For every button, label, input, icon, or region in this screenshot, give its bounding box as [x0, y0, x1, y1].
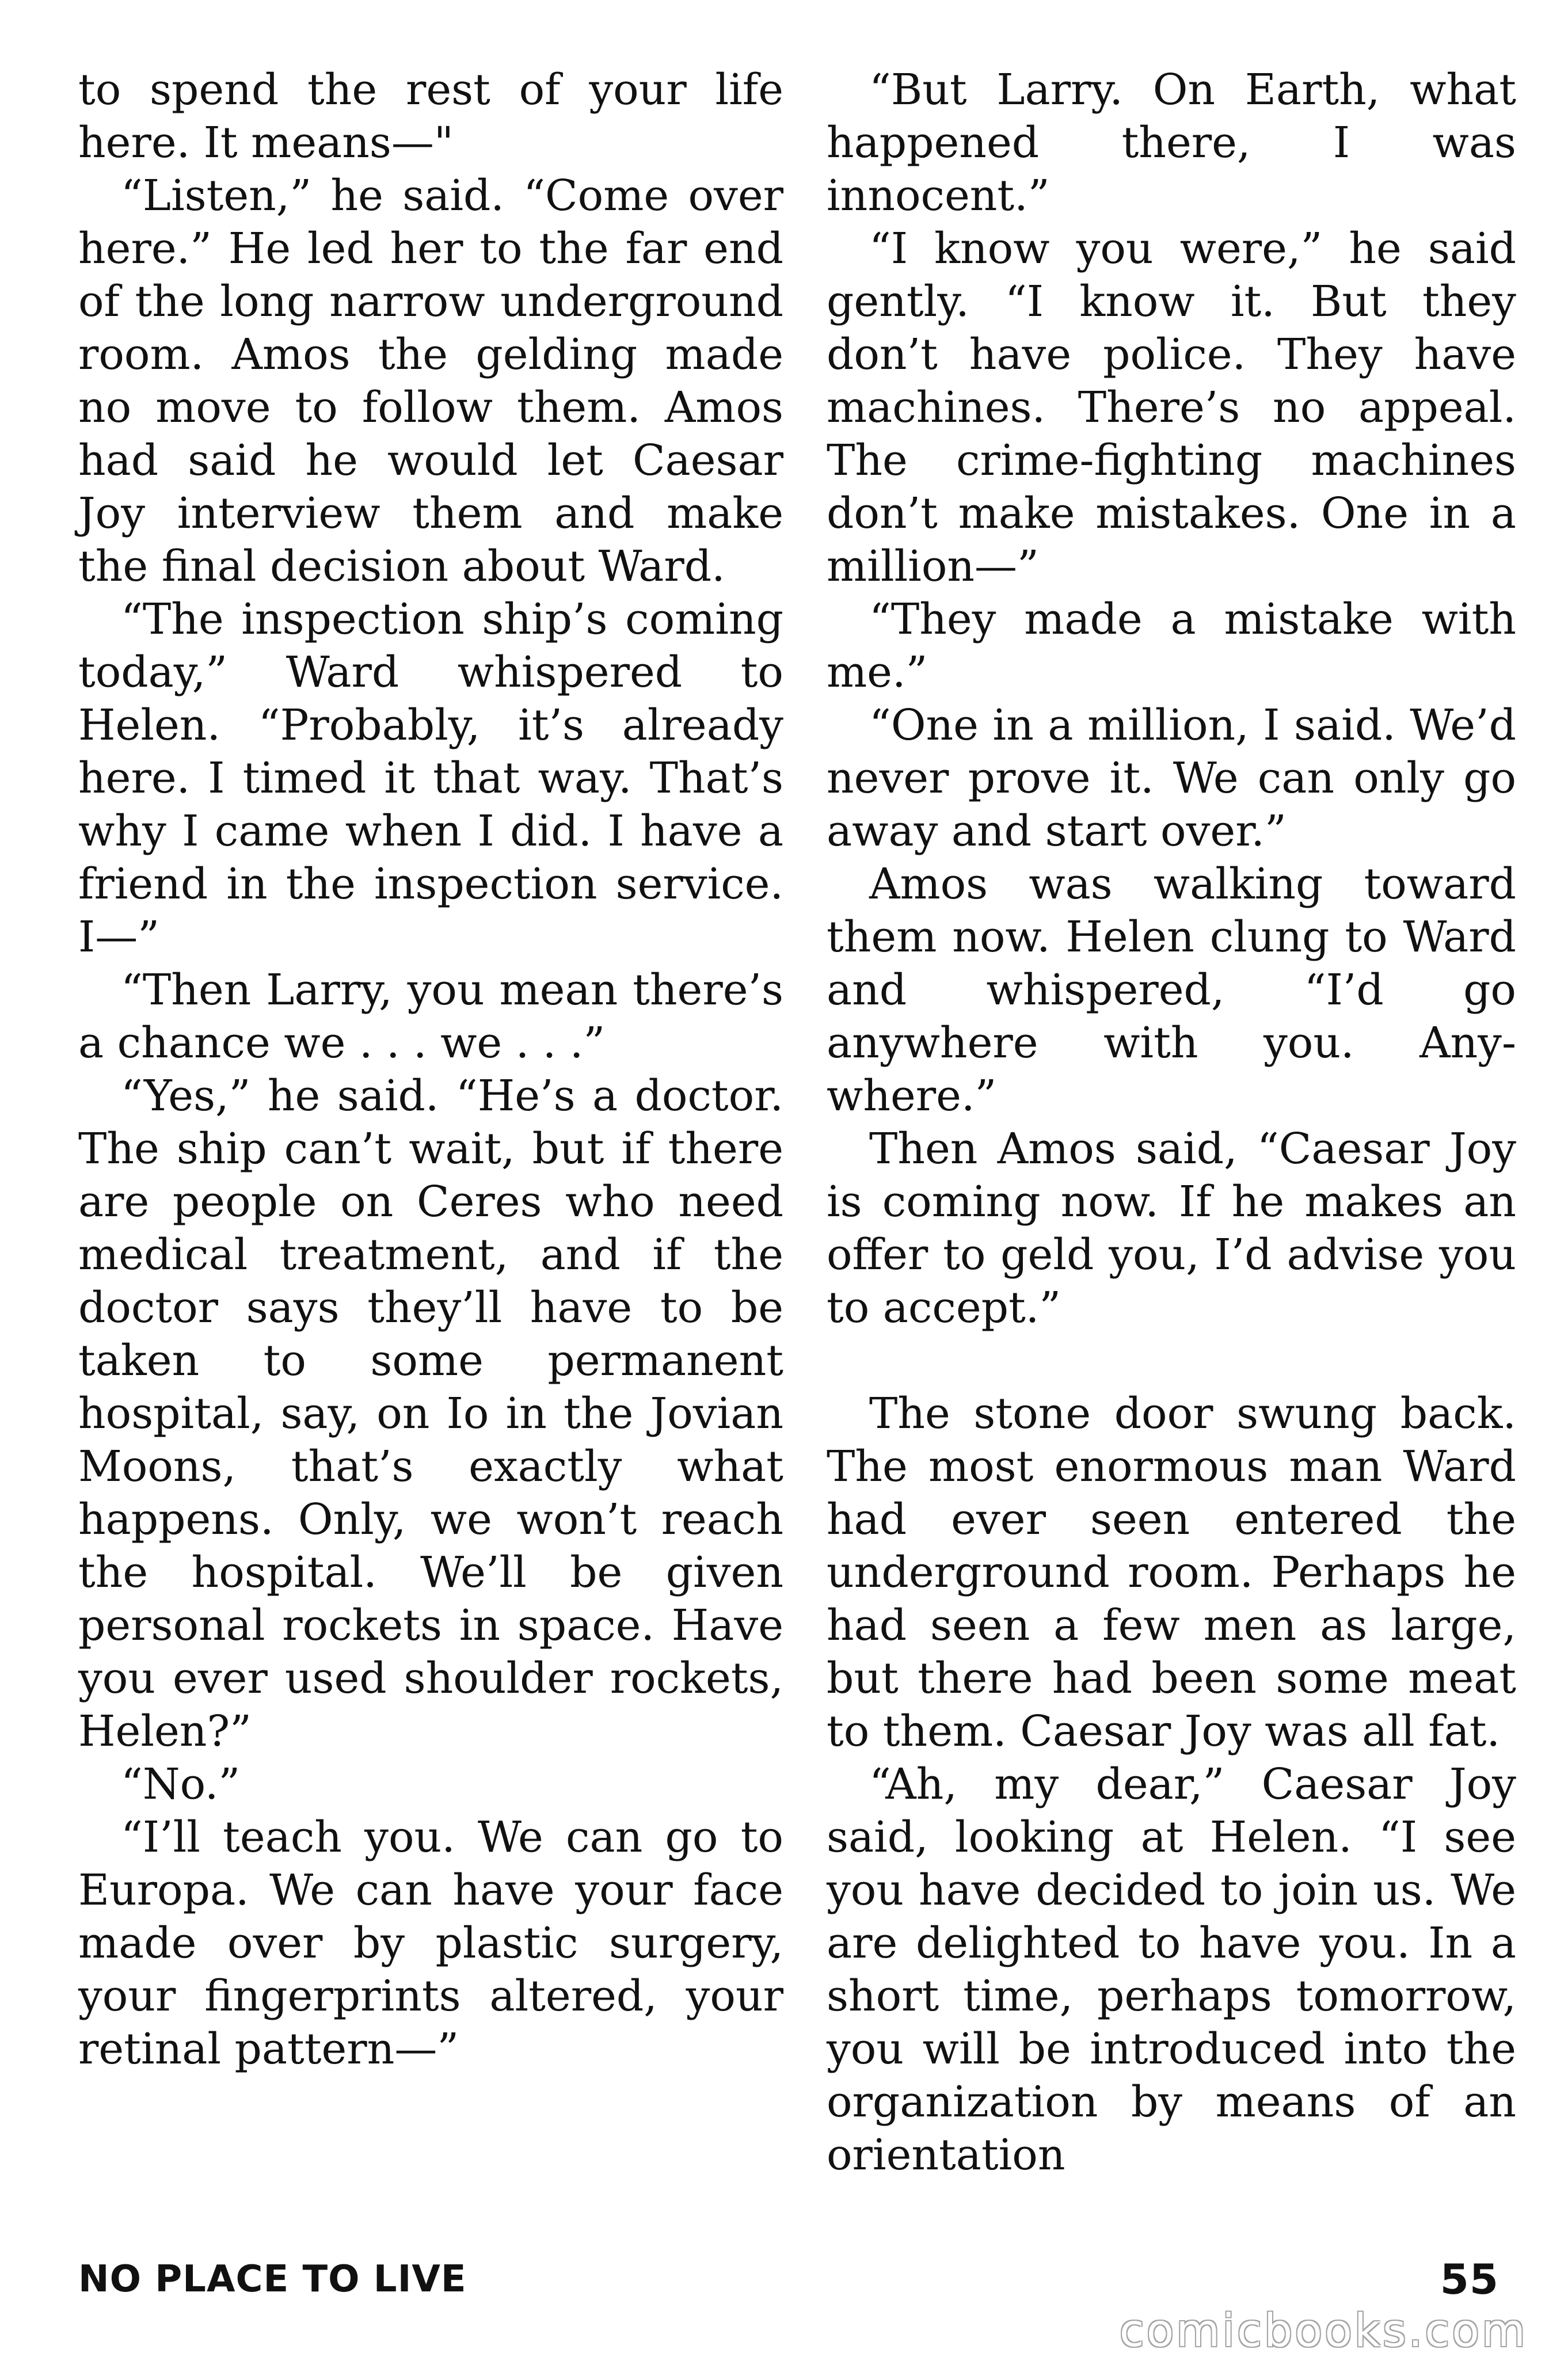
paragraph: “I’ll teach you. We can go to Europa. We can have your face made over by plastic surgery, your fingerprints altered, your retinal pattern—” [78, 1813, 783, 2074]
paragraph: “The inspection ship’s coming today,” Ward whispered to Helen. “Probably, it’s already here. I timed it that way. That’s why I came when I did. I have a friend in the inspection service. I—” [78, 595, 783, 962]
paragraph: “Ah, my dear,” Caesar Joy said, looking at Helen. “I see you have decided to join us. We are delighted to have you. In a short time, perhaps tomorrow, you will be introduced into the organization by means of an orientation [827, 1760, 1516, 2180]
paragraph: “They made a mistake with me.” [827, 595, 1516, 697]
paragraph: Then Amos said, “Caesar Joy is coming now. If he makes an offer to geld you, I’d advise you to accept.” [827, 1124, 1516, 1332]
left-text-column [78, 63, 783, 2076]
right-text-column [827, 63, 1516, 2181]
running-title: NO PLACE TO LIVE [78, 2258, 467, 2301]
watermark: comicbooks.com [1119, 2305, 1528, 2357]
paragraph: “But Larry. On Earth, what happened there, I was innocent.” [827, 65, 1516, 220]
paragraph: The stone door swung back. The most enormous man Ward had ever seen entered the underground room. Perhaps he had seen a few men as large, but there had been some meat to them. Caesar Joy was all fat. [827, 1389, 1516, 1756]
paragraph: “One in a million, I said. We’d never prove it. We can only go away and start over.” [827, 700, 1516, 856]
paragraph: Amos was walking toward them now. Helen clung to Ward and whispered, “I’d go anywhere with you. Anywhere.” [827, 859, 1516, 1121]
page-number: 55 [1440, 2255, 1499, 2303]
paragraph: “I know you were,” he said gently. “I know it. But they don’t have police. They have machines. There’s no appeal. The crime-fighting machines don’t make mistakes. One in a million—” [827, 224, 1516, 591]
paragraph: to spend the rest of your life here. It means—" [78, 65, 783, 167]
paragraph: “Listen,” he said. “Come over here.” He led her to the far end of the long narrow underground room. Amos the gelding made no move to follow them. Amos had said he would let Caesar Joy interview them and make the final decision about Ward. [78, 171, 783, 591]
paragraph: “Then Larry, you mean there’s a chance we . . . we . . .” [78, 965, 783, 1068]
paragraph: “Yes,” he said. “He’s a doctor. The ship can’t wait, but if there are people on Ceres who need medical treatment, and if the doctor says they’ll have to be taken to some permanent hospital, say, on Io in the Jovian Moons, that’s exactly what happens. Only, we won’t reach the hospital. We’ll be given personal rockets in space. Have you ever used shoulder rockets, Helen?” [78, 1071, 783, 1756]
paragraph: “No.” [121, 1760, 241, 1809]
